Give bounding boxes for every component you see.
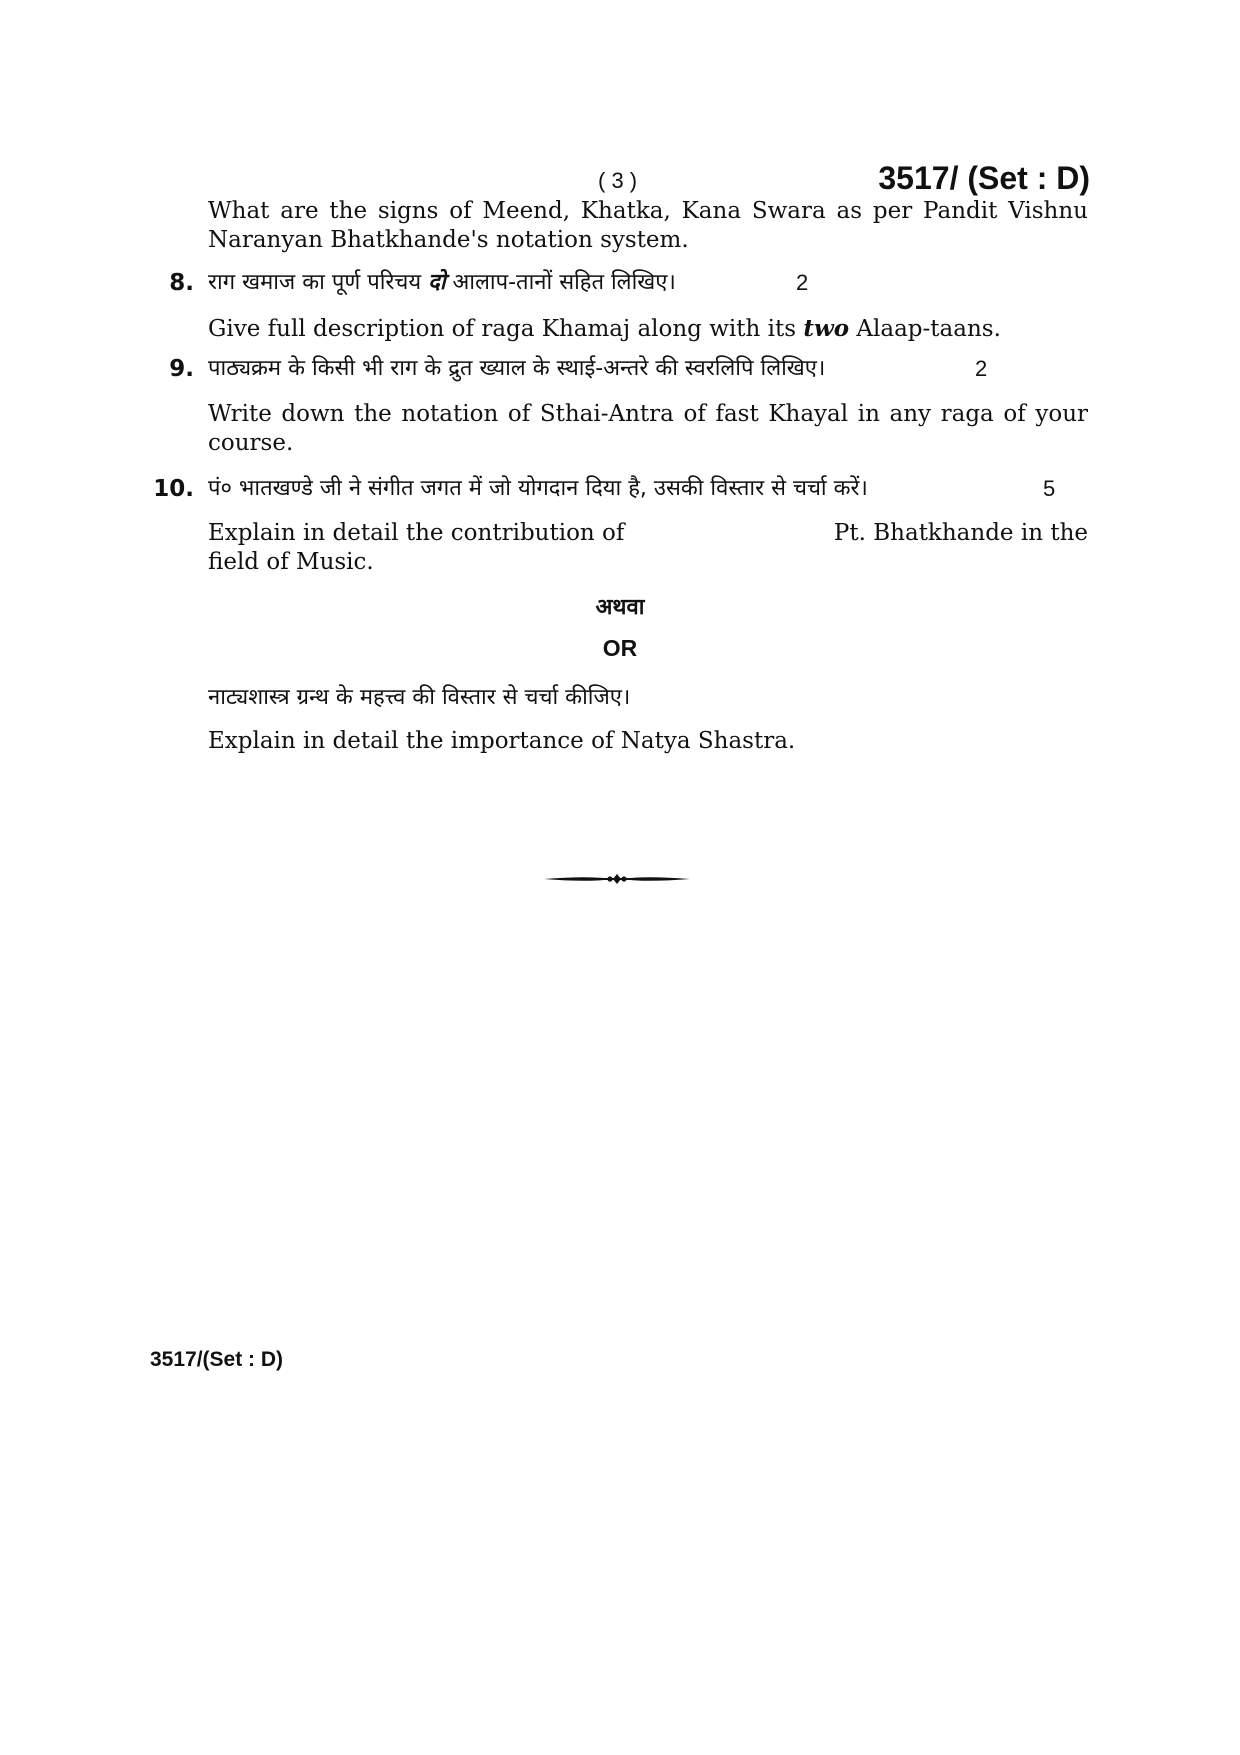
question-9-hindi: पाठ्यक्रम के किसी भी राग के द्रुत ख्याल के स्थाई-अन्तरे की स्वरलिपि लिखिए। [208, 356, 826, 381]
question-9-english: Write down the notation of Sthai-Antra of fast Khayal in any raga of your course. [208, 401, 1088, 456]
question-8-marks: 2 [796, 270, 809, 295]
paper-code-header: 3517/ (Set : D) [878, 160, 1090, 196]
question-10-english-part2: Pt. Bhatkhande in the [833, 520, 1088, 546]
question-10-marks: 5 [1043, 476, 1056, 501]
question-10-number: 10. [153, 476, 194, 502]
question-10-english [208, 519, 1088, 577]
question-8-number: 8. [169, 270, 194, 296]
question-8-english-emphasis: two [803, 315, 850, 342]
or-english: OR [602, 635, 638, 661]
question-9-marks: 2 [975, 356, 988, 381]
question-10-english-part3: field of Music. [208, 549, 374, 575]
question-10-english-part1: Explain in detail the contribution of [208, 520, 625, 546]
question-9-number: 9. [169, 356, 194, 382]
or-hindi: अथवा [595, 595, 645, 620]
question-8-hindi: राग खमाज का पूर्ण परिचय दो आलाप-तानों सहित लिखिए। [208, 270, 676, 295]
continued-question-english: What are the signs of Meend, Khatka, Kana Swara as per Pandit Vishnu Naranyan Bhatkhande's notation system. [208, 198, 1088, 253]
question-10-hindi: पं० भातखण्डे जी ने संगीत जगत में जो योगदान दिया है, उसकी विस्तार से चर्चा करें। [208, 476, 868, 501]
question-8-english: Give full description of raga Khamaj along with its two Alaap-taans. [208, 315, 1001, 342]
or-question-hindi: नाट्यशास्त्र ग्रन्थ के महत्त्व की विस्तार से चर्चा कीजिए। [208, 685, 631, 710]
question-8-hindi-emphasis: दो [428, 270, 446, 295]
ornamental-divider [542, 872, 692, 886]
page-number: ( 3 ) [598, 168, 638, 193]
paper-code-footer: 3517/(Set : D) [150, 1348, 284, 1371]
or-question-english: Explain in detail the importance of Natya Shastra. [208, 728, 796, 754]
